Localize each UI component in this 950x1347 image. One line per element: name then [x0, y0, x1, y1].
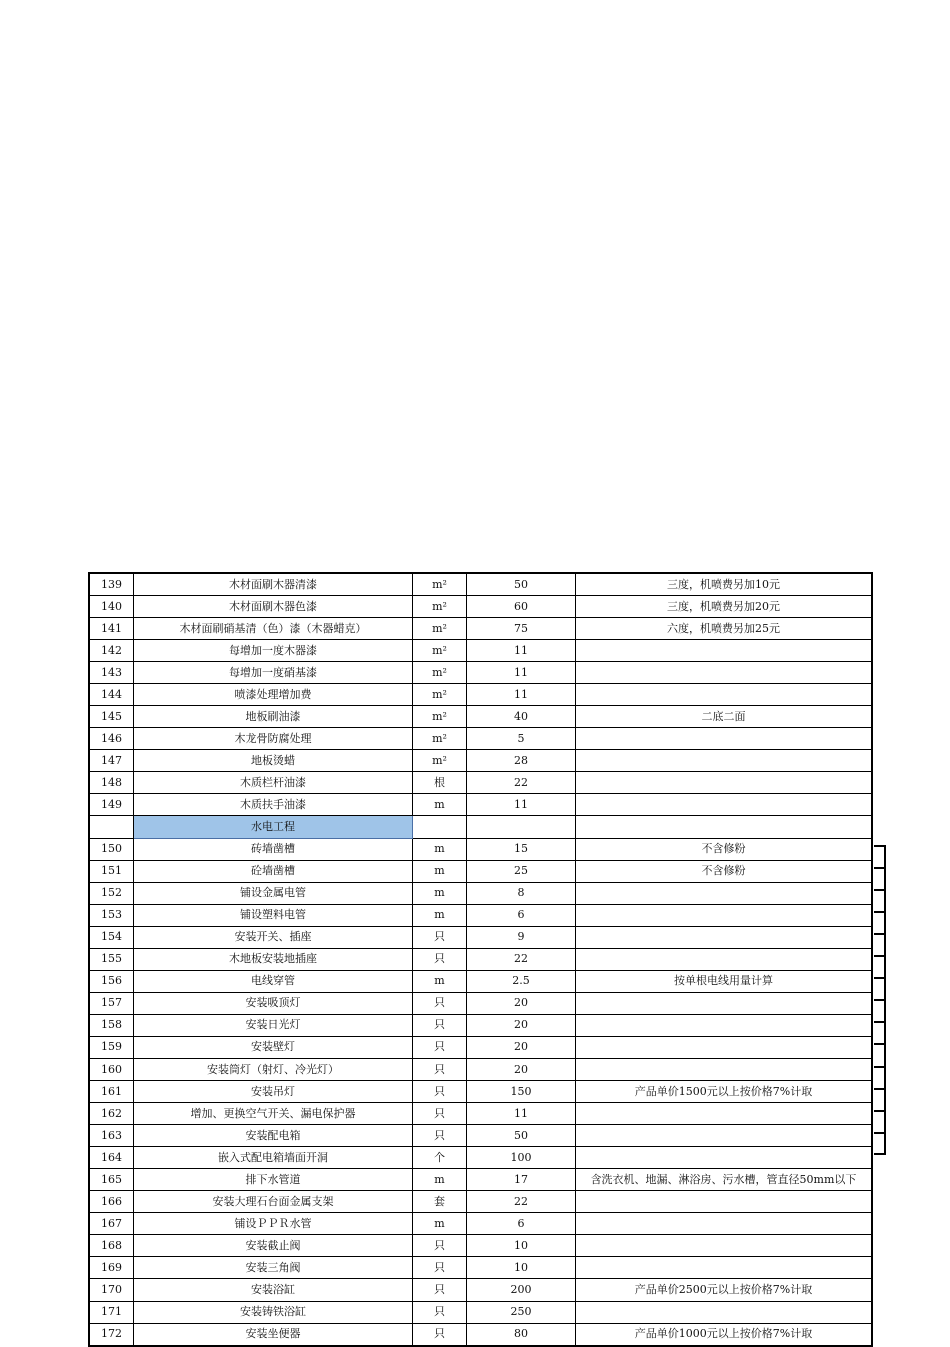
table-row [89, 596, 872, 618]
note-cell: 按单根电线用量计算 [576, 970, 873, 992]
item-name-cell: 每增加一度硝基漆 [134, 662, 413, 684]
price-cell: 15 [467, 838, 576, 860]
unit-cell: m² [413, 596, 467, 618]
price-cell: 17 [467, 1169, 576, 1191]
item-name-cell: 安装吊灯 [134, 1081, 413, 1103]
item-number-cell: 143 [89, 662, 134, 684]
item-number-cell: 153 [89, 904, 134, 926]
unit-cell: 只 [413, 1301, 467, 1323]
note-cell: 产品单价1000元以上按价格7%计取 [576, 1323, 873, 1346]
item-name-cell: 铺设塑料电管 [134, 904, 413, 926]
note-cell [576, 772, 873, 794]
bracket-tick [874, 1043, 886, 1045]
unit-cell: m² [413, 618, 467, 640]
item-number-cell: 165 [89, 1169, 134, 1191]
unit-cell: m² [413, 706, 467, 728]
price-cell: 9 [467, 926, 576, 948]
note-cell [576, 1257, 873, 1279]
unit-cell: 个 [413, 1147, 467, 1169]
item-number-cell: 144 [89, 684, 134, 706]
note-cell [576, 1058, 873, 1080]
item-number-cell: 171 [89, 1301, 134, 1323]
item-name-cell: 安装大理石台面金属支架 [134, 1191, 413, 1213]
price-cell: 6 [467, 1213, 576, 1235]
unit-cell: 只 [413, 1279, 467, 1301]
note-cell [576, 1125, 873, 1147]
note-cell [576, 1301, 873, 1323]
table-row [89, 1014, 872, 1036]
unit-cell: m [413, 794, 467, 816]
price-cell: 11 [467, 684, 576, 706]
item-number-cell: 162 [89, 1103, 134, 1125]
bracket-tick [874, 1066, 886, 1068]
table-row [89, 1058, 872, 1080]
bracket-tick [874, 1021, 886, 1023]
item-name-cell: 电线穿管 [134, 970, 413, 992]
table-row [89, 1279, 872, 1301]
item-number-cell: 141 [89, 618, 134, 640]
item-number-cell: 167 [89, 1213, 134, 1235]
item-number-cell: 149 [89, 794, 134, 816]
table-row [89, 1103, 872, 1125]
unit-cell: 只 [413, 948, 467, 970]
item-number-cell: 159 [89, 1036, 134, 1058]
price-cell: 5 [467, 728, 576, 750]
unit-cell: m [413, 970, 467, 992]
note-cell [576, 684, 873, 706]
item-number-cell: 170 [89, 1279, 134, 1301]
note-cell [576, 1235, 873, 1257]
item-number-cell: 155 [89, 948, 134, 970]
item-name-cell: 木材面刷木器清漆 [134, 573, 413, 596]
unit-cell: m [413, 882, 467, 904]
item-name-cell: 安装配电箱 [134, 1125, 413, 1147]
item-name-cell: 安装坐便器 [134, 1323, 413, 1346]
unit-cell: 只 [413, 1036, 467, 1058]
price-cell: 20 [467, 1014, 576, 1036]
bracket-tick [874, 1132, 886, 1134]
price-cell: 6 [467, 904, 576, 926]
unit-cell: m² [413, 573, 467, 596]
item-number-cell: 157 [89, 992, 134, 1014]
bracket-tick [874, 1110, 886, 1112]
note-cell [576, 948, 873, 970]
note-cell [576, 1147, 873, 1169]
item-name-cell: 木龙骨防腐处理 [134, 728, 413, 750]
price-cell: 20 [467, 992, 576, 1014]
note-cell [576, 926, 873, 948]
note-cell [576, 1191, 873, 1213]
unit-cell: m [413, 1169, 467, 1191]
bracket-tick [874, 933, 886, 935]
price-table-body [89, 573, 872, 1346]
item-number-cell: 147 [89, 750, 134, 772]
section-row [89, 816, 872, 838]
item-name-cell: 木材面刷木器色漆 [134, 596, 413, 618]
item-name-cell: 安装壁灯 [134, 1036, 413, 1058]
note-cell: 含洗衣机、地漏、淋浴房、污水槽，管直径50mm以下 [576, 1169, 873, 1191]
item-number-cell: 160 [89, 1058, 134, 1080]
price-cell: 11 [467, 794, 576, 816]
note-cell [576, 992, 873, 1014]
unit-cell: 只 [413, 1058, 467, 1080]
item-number-cell: 151 [89, 860, 134, 882]
item-name-cell: 安装筒灯（射灯、冷光灯） [134, 1058, 413, 1080]
price-cell: 75 [467, 618, 576, 640]
table-row [89, 1257, 872, 1279]
price-cell: 10 [467, 1235, 576, 1257]
price-cell: 11 [467, 1103, 576, 1125]
item-name-cell: 安装浴缸 [134, 1279, 413, 1301]
unit-cell: 只 [413, 1081, 467, 1103]
unit-cell: m [413, 904, 467, 926]
table-row [89, 706, 872, 728]
table-row [89, 1169, 872, 1191]
table-row [89, 1191, 872, 1213]
note-cell: 三度，机喷费另加10元 [576, 573, 873, 596]
note-cell [576, 816, 873, 838]
table-row [89, 684, 872, 706]
unit-cell: 只 [413, 1235, 467, 1257]
unit-cell: m² [413, 728, 467, 750]
price-cell: 11 [467, 662, 576, 684]
item-number-cell [89, 816, 134, 838]
unit-cell: m² [413, 750, 467, 772]
bracket-tick [874, 1088, 886, 1090]
price-cell: 50 [467, 573, 576, 596]
note-cell [576, 1036, 873, 1058]
note-cell: 产品单价2500元以上按价格7%计取 [576, 1279, 873, 1301]
price-cell: 100 [467, 1147, 576, 1169]
unit-cell: 只 [413, 992, 467, 1014]
item-name-cell: 木质扶手油漆 [134, 794, 413, 816]
table-row [89, 1147, 872, 1169]
price-cell: 20 [467, 1036, 576, 1058]
note-cell [576, 640, 873, 662]
table-row [89, 573, 872, 596]
unit-cell: 只 [413, 1125, 467, 1147]
item-number-cell: 152 [89, 882, 134, 904]
price-cell: 22 [467, 1191, 576, 1213]
price-cell: 8 [467, 882, 576, 904]
note-cell [576, 1014, 873, 1036]
price-cell: 60 [467, 596, 576, 618]
unit-cell: m² [413, 640, 467, 662]
price-cell: 22 [467, 772, 576, 794]
unit-cell: 只 [413, 1103, 467, 1125]
table-row [89, 728, 872, 750]
item-name-cell: 喷漆处理增加费 [134, 684, 413, 706]
item-name-cell: 地板烫蜡 [134, 750, 413, 772]
item-number-cell: 145 [89, 706, 134, 728]
unit-cell: 根 [413, 772, 467, 794]
table-row [89, 948, 872, 970]
unit-cell: 只 [413, 1323, 467, 1346]
price-cell: 22 [467, 948, 576, 970]
note-cell: 二底二面 [576, 706, 873, 728]
item-name-cell: 安装吸顶灯 [134, 992, 413, 1014]
table-row [89, 992, 872, 1014]
note-cell: 不含修粉 [576, 860, 873, 882]
table-row [89, 1213, 872, 1235]
table-row [89, 882, 872, 904]
item-number-cell: 150 [89, 838, 134, 860]
note-cell [576, 728, 873, 750]
price-cell: 11 [467, 640, 576, 662]
price-cell: 40 [467, 706, 576, 728]
item-number-cell: 172 [89, 1323, 134, 1346]
item-name-cell: 安装开关、插座 [134, 926, 413, 948]
item-number-cell: 154 [89, 926, 134, 948]
item-number-cell: 169 [89, 1257, 134, 1279]
bracket-tick [874, 867, 886, 869]
note-cell [576, 662, 873, 684]
item-name-cell: 每增加一度木器漆 [134, 640, 413, 662]
item-number-cell: 163 [89, 1125, 134, 1147]
item-number-cell: 156 [89, 970, 134, 992]
unit-cell: m [413, 1213, 467, 1235]
table-row [89, 1323, 872, 1346]
item-number-cell: 139 [89, 573, 134, 596]
note-cell [576, 750, 873, 772]
bracket-tick [874, 911, 886, 913]
item-number-cell: 142 [89, 640, 134, 662]
price-cell: 200 [467, 1279, 576, 1301]
note-cell [576, 904, 873, 926]
unit-cell: 套 [413, 1191, 467, 1213]
item-name-cell: 增加、更换空气开关、漏电保护器 [134, 1103, 413, 1125]
item-name-cell: 安装截止阀 [134, 1235, 413, 1257]
section-title-cell: 水电工程 [134, 816, 413, 838]
note-cell: 三度，机喷费另加20元 [576, 596, 873, 618]
table-row [89, 904, 872, 926]
item-name-cell: 嵌入式配电箱墙面开洞 [134, 1147, 413, 1169]
item-name-cell: 安装三角阀 [134, 1257, 413, 1279]
price-cell: 150 [467, 1081, 576, 1103]
price-cell: 28 [467, 750, 576, 772]
table-row [89, 1125, 872, 1147]
table-row [89, 970, 872, 992]
note-cell [576, 1213, 873, 1235]
item-name-cell: 安装铸铁浴缸 [134, 1301, 413, 1323]
table-row [89, 794, 872, 816]
unit-cell: m [413, 838, 467, 860]
unit-cell: m [413, 860, 467, 882]
unit-cell: m² [413, 684, 467, 706]
item-name-cell: 木质栏杆油漆 [134, 772, 413, 794]
item-number-cell: 140 [89, 596, 134, 618]
table-row [89, 838, 872, 860]
item-name-cell: 砖墙凿槽 [134, 838, 413, 860]
bracket-tick [874, 889, 886, 891]
item-number-cell: 161 [89, 1081, 134, 1103]
table-row [89, 640, 872, 662]
item-number-cell: 158 [89, 1014, 134, 1036]
table-row [89, 1081, 872, 1103]
price-cell: 20 [467, 1058, 576, 1080]
table-row [89, 772, 872, 794]
table-row [89, 926, 872, 948]
item-name-cell: 安装日光灯 [134, 1014, 413, 1036]
item-name-cell: 排下水管道 [134, 1169, 413, 1191]
unit-cell: 只 [413, 926, 467, 948]
item-name-cell: 木地板安装地插座 [134, 948, 413, 970]
note-cell: 六度，机喷费另加25元 [576, 618, 873, 640]
unit-cell: 只 [413, 1257, 467, 1279]
table-row [89, 662, 872, 684]
item-name-cell: 木材面刷硝基清（色）漆（木器蜡克） [134, 618, 413, 640]
item-number-cell: 146 [89, 728, 134, 750]
table-row [89, 1301, 872, 1323]
item-number-cell: 168 [89, 1235, 134, 1257]
price-table [88, 572, 873, 1347]
table-row [89, 618, 872, 640]
note-cell: 产品单价1500元以上按价格7%计取 [576, 1081, 873, 1103]
item-number-cell: 148 [89, 772, 134, 794]
note-cell [576, 882, 873, 904]
price-cell: 25 [467, 860, 576, 882]
table-row [89, 860, 872, 882]
price-cell: 10 [467, 1257, 576, 1279]
price-cell [467, 816, 576, 838]
price-cell: 2.5 [467, 970, 576, 992]
item-name-cell: 地板刷油漆 [134, 706, 413, 728]
unit-cell: 只 [413, 1014, 467, 1036]
table-row [89, 1036, 872, 1058]
note-cell: 不含修粉 [576, 838, 873, 860]
note-cell [576, 1103, 873, 1125]
bracket-tick [874, 955, 886, 957]
price-cell: 250 [467, 1301, 576, 1323]
item-name-cell: 铺设ＰＰＲ水管 [134, 1213, 413, 1235]
note-cell [576, 794, 873, 816]
price-cell: 50 [467, 1125, 576, 1147]
table-row [89, 750, 872, 772]
table-row [89, 1235, 872, 1257]
price-cell: 80 [467, 1323, 576, 1346]
unit-cell: m² [413, 662, 467, 684]
item-number-cell: 166 [89, 1191, 134, 1213]
unit-cell [413, 816, 467, 838]
item-number-cell: 164 [89, 1147, 134, 1169]
bracket-tick [874, 977, 886, 979]
item-name-cell: 砼墙凿槽 [134, 860, 413, 882]
item-name-cell: 铺设金属电管 [134, 882, 413, 904]
bracket-tick [874, 999, 886, 1001]
